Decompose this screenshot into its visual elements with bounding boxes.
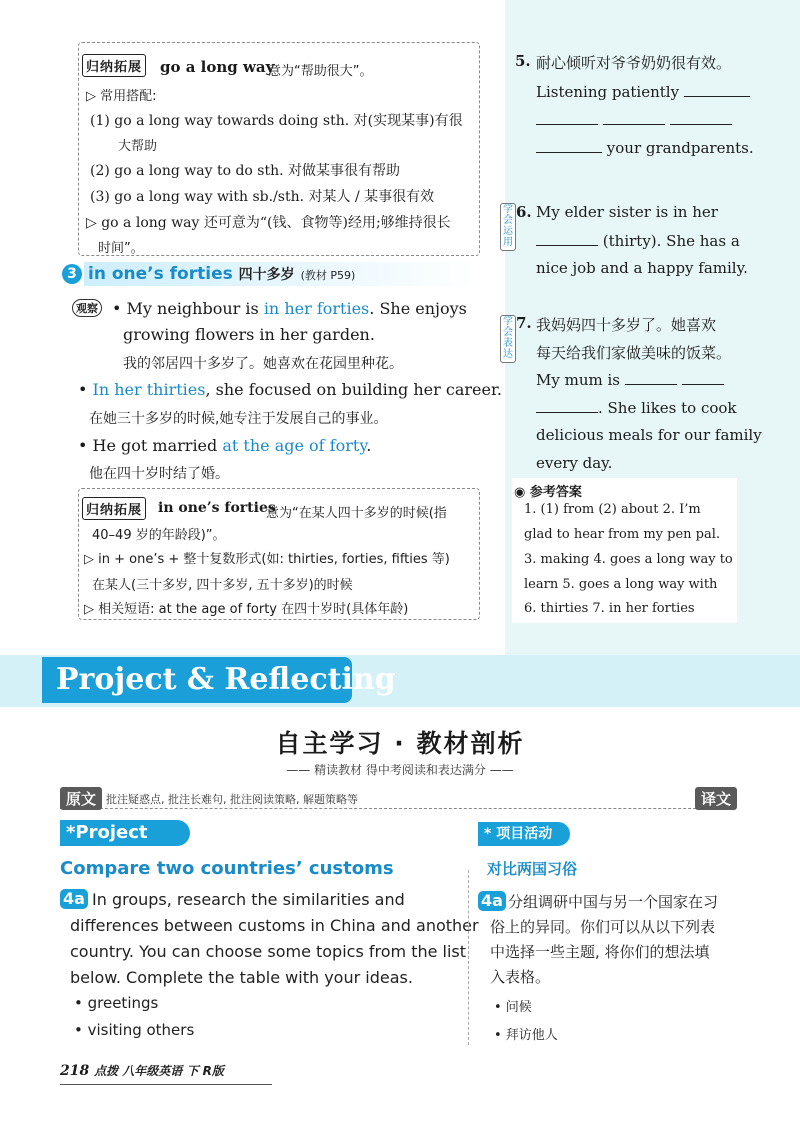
note-line-5: ▷ 相关短语: at the age of forty 在四十岁时(具体年龄) xyxy=(84,602,409,617)
q5-english-3: your grandparents. xyxy=(536,138,754,157)
task-cn-line-2: 俗上的异同。你们可以从以下列表 xyxy=(490,918,716,936)
q7-english-3: delicious meals for our family xyxy=(536,426,762,444)
example-3: • He got married at the age of forty. xyxy=(78,436,372,455)
note-item-1-cont: 大帮助 xyxy=(118,139,158,154)
answer-line-1: 1. (1) from (2) about 2. I’m xyxy=(524,502,701,517)
note-item-4: ▷ go a long way 还可意为“(钱、食物等)经用;够维持很长 xyxy=(86,215,451,231)
blank[interactable] xyxy=(684,82,750,97)
project-reflecting-title: Project & Reflecting xyxy=(42,657,352,703)
footer-rule xyxy=(60,1084,272,1085)
page-number: 218 xyxy=(60,1063,90,1079)
bullet-greetings-cn: • 问候 xyxy=(494,1000,532,1015)
q7-english-2: . She likes to cook xyxy=(536,398,737,417)
answer-line-3: 3. making 4. goes a long way to xyxy=(524,552,733,567)
answer-title: ◉ 参考答案 xyxy=(514,485,582,500)
point3-title: in one’s forties 四十多岁 (教材 P59) xyxy=(88,264,356,284)
blank[interactable] xyxy=(625,370,677,385)
note-item-2: (2) go a long way to do sth. 对做某事很有帮助 xyxy=(90,163,401,179)
learn-to-use-tag: 学会运用 xyxy=(500,203,516,251)
q7-chinese-1: 我妈妈四十多岁了。她喜欢 xyxy=(536,316,717,334)
answer-line-5: 6. thirties 7. in her forties xyxy=(524,601,695,616)
task-cn-line-3: 中选择一些主题, 将你们的想法填 xyxy=(490,943,710,961)
task-en-line-1: In groups, research the similarities and xyxy=(92,890,405,909)
task-cn-line-1: 分组调研中国与另一个国家在习 xyxy=(508,893,719,911)
original-text-tag: 原文 xyxy=(60,787,102,810)
q6-line-3: nice job and a happy family. xyxy=(536,259,748,277)
blank[interactable] xyxy=(536,110,598,125)
example-1: • My neighbour is in her forties. She enjoys xyxy=(112,299,467,318)
translation-tag: 译文 xyxy=(695,787,737,810)
task-en-line-2: differences between customs in China and another xyxy=(70,916,479,935)
summary-tag: 归纳拓展 xyxy=(82,54,146,77)
note-line-4: 在某人(三十多岁, 四十多岁, 五十多岁)的时候 xyxy=(92,578,353,593)
blank[interactable] xyxy=(682,370,724,385)
sub-label: ▷ 常用搭配: xyxy=(86,89,157,104)
task-en-line-4: below. Complete the table with your ideas. xyxy=(70,968,413,987)
annotation-hint: 批注疑惑点, 批注长难句, 批注阅读策略, 解题策略等 xyxy=(106,793,358,806)
task-4a-badge: 4a xyxy=(60,889,88,909)
blank[interactable] xyxy=(536,138,602,153)
q7-english-1: My mum is xyxy=(536,370,724,389)
page-footer xyxy=(60,1062,224,1079)
q7-number: 7. xyxy=(516,314,532,332)
note-item-3: (3) go a long way with sb./sth. 对某人 / 某事很有效 xyxy=(90,189,435,205)
phrase-go-a-long-way: go a long way xyxy=(160,58,275,76)
column-divider xyxy=(468,870,469,1045)
blank[interactable] xyxy=(536,231,598,246)
bullet-visiting-others: • visiting others xyxy=(74,1021,195,1039)
example-1-cn: 我的邻居四十多岁了。她喜欢在花园里种花。 xyxy=(123,356,403,372)
phrase-meaning: 意为“帮助很大”。 xyxy=(268,64,373,79)
q6-number: 6. xyxy=(516,203,532,221)
project-pill-cn: * 项目活动 xyxy=(478,822,570,846)
task-en-line-3: country. You can choose some topics from the list xyxy=(70,942,467,961)
q5-blanks-row xyxy=(536,110,732,129)
blank[interactable] xyxy=(603,110,665,125)
compare-heading-cn: 对比两国习俗 xyxy=(487,860,578,878)
q6-line-1: My elder sister is in her xyxy=(536,203,718,221)
answer-line-2: glad to hear from my pen pal. xyxy=(524,527,721,542)
q6-line-2: (thirty). She has a xyxy=(536,231,740,250)
answer-icon: ◉ xyxy=(514,485,526,500)
section-title: 自主学习 · 教材剖析 xyxy=(275,729,525,758)
example-1-cont: growing flowers in her garden. xyxy=(123,325,375,344)
note-line-3: ▷ in + one’s + 整十复数形式(如: thirties, forties, fifties 等) xyxy=(84,552,450,567)
note-line-2: 40–49 岁的年龄段)”。 xyxy=(92,528,226,543)
example-3-cn: 他在四十岁时结了婚。 xyxy=(89,466,229,482)
compare-heading: Compare two countries’ customs xyxy=(60,858,394,879)
section-subtitle: —— 精读教材 得中考阅读和表达满分 —— xyxy=(286,763,514,777)
q7-english-4: every day. xyxy=(536,454,613,472)
q5-number: 5. xyxy=(515,52,531,70)
observe-tag: 观察 xyxy=(72,299,102,317)
q7-chinese-2: 每天给我们家做美味的饭菜。 xyxy=(536,344,732,362)
summary-tag-2: 归纳拓展 xyxy=(82,497,146,520)
point3-number: 3 xyxy=(62,264,82,284)
example-2-cn: 在她三十多岁的时候,她专注于发展自己的事业。 xyxy=(89,411,388,427)
blank[interactable] xyxy=(670,110,732,125)
q5-english-1: Listening patiently xyxy=(536,82,750,101)
learn-to-express-tag: 学会表达 xyxy=(500,315,516,363)
task-4a-badge-cn: 4a xyxy=(478,891,506,911)
blank[interactable] xyxy=(536,398,598,413)
project-pill: *Project xyxy=(60,820,190,846)
example-2: • In her thirties, she focused on building her career. xyxy=(78,380,502,399)
book-label: 点拨 八年级英语 下 R版 xyxy=(94,1064,224,1078)
note-item-1: (1) go a long way towards doing sth. 对(实现某事)有很 xyxy=(90,113,463,129)
note-phrase: in one’s forties xyxy=(158,500,276,516)
bullet-greetings: • greetings xyxy=(74,994,159,1012)
answer-line-4: learn 5. goes a long way with xyxy=(524,577,718,592)
task-cn-line-4: 入表格。 xyxy=(490,968,551,986)
note-line-1: 意为“在某人四十多岁的时候(指 xyxy=(266,506,447,521)
bullet-visiting-others-cn: • 拜访他人 xyxy=(494,1028,558,1043)
note-item-4-cont: 时间”。 xyxy=(98,241,144,256)
q5-chinese: 耐心倾听对爷爷奶奶很有效。 xyxy=(536,54,732,72)
